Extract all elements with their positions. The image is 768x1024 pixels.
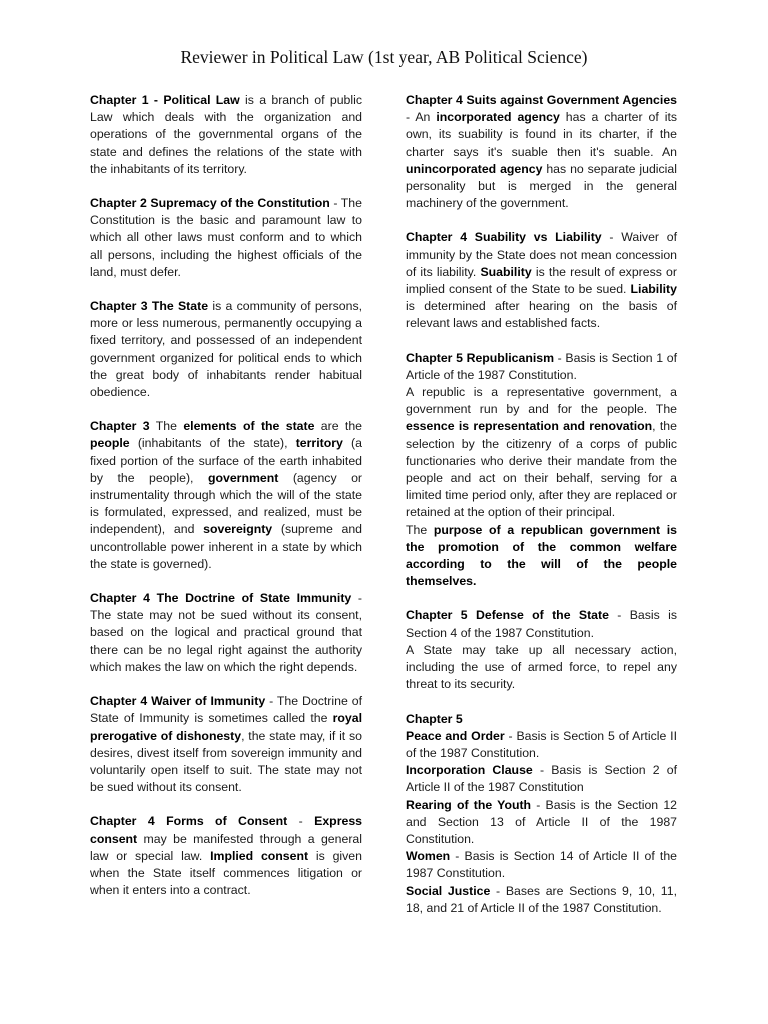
list-item: Rearing of the Youth - Basis is the Section 12 and Section 13 of Article II of the 1987 Constitution. bbox=[406, 797, 677, 846]
section-suits: Chapter 4 Suits against Government Agencies - An incorporated agency has a charter of its own, its suability is found in its charter, if the charter says it's suable then it's suable. An unincorporated agency has no separate judicial personality but is merged in the general machinery of the government. bbox=[406, 93, 678, 211]
section-consent: Chapter 4 Forms of Consent - Express consent may be manifested through a general law or special law. Implied consent is given when the State itself commences litigation or when it enters into a contract. bbox=[90, 814, 362, 898]
list-item: Peace and Order - Basis is Section 5 of Article II of the 1987 Constitution. bbox=[406, 728, 677, 760]
left-column bbox=[90, 92, 362, 916]
section-suability: Chapter 4 Suability vs Liability - Waiver of immunity by the State does not mean concession of its liability. Suability is the result of express or implied consent of the State to be sued. Liability is determined after hearing on the basis of relevant laws and established facts. bbox=[406, 230, 678, 331]
section-republicanism: Chapter 5 Republicanism - Basis is Section 1 of Article of the 1987 Constitution. A republic is a representative government, a government run by and for the people. The essence is representation and renovation, the selection by the citizenry of a corps of public functionaries who derive their mandate from the people and act on their behalf, serving for a limited time period only, after they are replaced or retained at the option of their principal. The purpose of a republican government is the promotion of the common welfare according to the will of the people themselves. bbox=[406, 350, 678, 589]
section-political-law: Chapter 1 - Political Law is a branch of public Law which deals with the organization and operations of the governmental organs of the state and defines the relations of the state with the inhabitants of its territory. bbox=[90, 93, 362, 176]
list-item: Social Justice - Bases are Sections 9, 10, 11, 18, and 21 of Article II of the 1987 Constitution. bbox=[406, 883, 677, 915]
right-column bbox=[406, 92, 677, 917]
section-supremacy: Chapter 2 Supremacy of the Constitution - The Constitution is the basic and paramount law to which all other laws must conform and to which all persons, including the highest officials of the land, must defer. bbox=[90, 196, 362, 279]
list-item: Women - Basis is Section 14 of Article II of the 1987 Constitution. bbox=[406, 849, 677, 881]
section-state-immunity: Chapter 4 The Doctrine of State Immunity - The state may not be sued without its consent, based on the logical and practical ground that there can be no legal right against the authority which makes the law on which the right depends. bbox=[90, 591, 363, 674]
section-waiver: Chapter 4 Waiver of Immunity - The Doctrine of State of Immunity is sometimes called the royal prerogative of dishonesty, the state may, if it so desires, divest itself from sovereign immunity and voluntarily open itself to suit. The state may not be sued without its consent. bbox=[90, 694, 362, 795]
section-chapter5-list: Chapter 5 Peace and Order - Basis is Section 5 of Article II of the 1987 Constitution. Incorporation Clause - Basis is Section 2 of Article II of the 1987 Constitution Rearing of the Youth - Basis is the Section 12 and Section 13 of Article II of the 1987 Constitution. Women - Basis is Section 14 of Article II of the 1987 Constitution. Social Justice - Bases are Sections 9, 10, 11, 18, and 21 of Article II of the 1987 Constitution. bbox=[406, 711, 677, 917]
section-defense: Chapter 5 Defense of the State - Basis is Section 4 of the 1987 Constitution. A State may take up all necessary action, including the use of armed force, to repel any threat to its security. bbox=[406, 608, 677, 692]
page-title: Reviewer in Political Law (1st year, AB Political Science) bbox=[180, 47, 588, 67]
list-item: Incorporation Clause - Basis is Section 2 of Article II of the 1987 Constitution bbox=[406, 763, 677, 795]
section-the-state: Chapter 3 The State is a community of persons, more or less numerous, permanently occupying a fixed territory, and possessed of an independent government organized for political ends to which the great body of inhabitants render habitual obedience. bbox=[90, 299, 363, 400]
section-elements: Chapter 3 The elements of the state are the people (inhabitants of the state), territory (a fixed portion of the surface of the earth inhabited by the people), government (agency or instrumentality through which the will of the state is formulated, expressed, and realized, must be independent), and sovereignty (supreme and uncontrollable power inherent in a state by which the state is governed). bbox=[90, 419, 363, 571]
